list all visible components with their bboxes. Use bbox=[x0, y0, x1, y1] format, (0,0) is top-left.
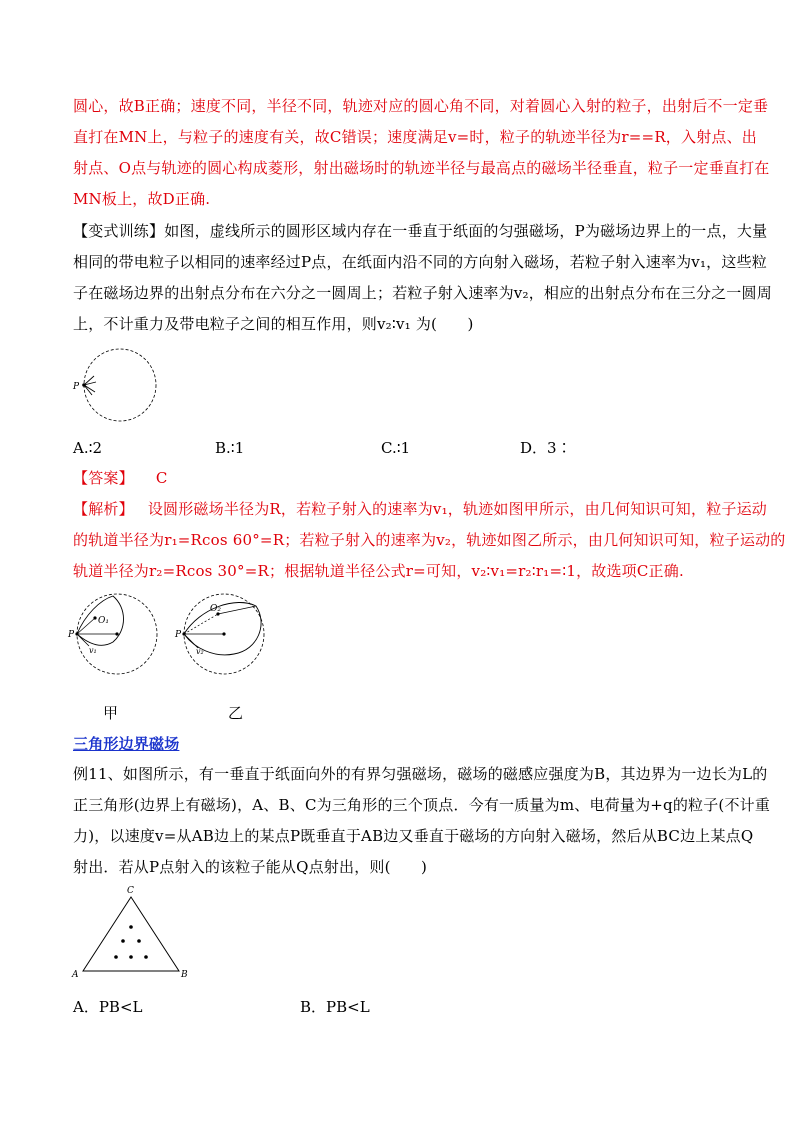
analysis-line-3: 轨道半径为r₂=Rcos 30°=R；根据轨道半径公式r=可知，v₂∶v₁=r₂∶r₁=∶1，故选项C正确. bbox=[73, 562, 684, 580]
option-b: B.∶1 bbox=[215, 439, 245, 457]
example11-line-4: 射出．若从P点射入的该粒子能从Q点射出，则( ) bbox=[73, 858, 428, 876]
particle-direction-arrows bbox=[84, 376, 96, 395]
example11-line-3: 力)，以速度v=从AB边上的某点P既垂直于AB边又垂直于磁场的方向射入磁场，然后从BC边上某点Q bbox=[73, 827, 754, 845]
caption-yi: 乙 bbox=[228, 704, 244, 722]
solution-line-2: 直打在MN上，与粒子的速度有关，故C错误；速度满足v=时，粒子的轨迹半径为r==R，入射点、出 bbox=[73, 128, 758, 146]
point-p bbox=[82, 383, 86, 387]
variant-line-3: 子在磁场边界的出射点分布在六分之一圆周上；若粒子射入速率为v₂，相应的出射点分布在三分之一圆周 bbox=[73, 284, 772, 302]
triangle-figure bbox=[70, 880, 200, 980]
analysis-line-2: 的轨道半径为r₁=Rcos 60°=R；若粒子射入的速率为v₂，轨迹如图乙所示，由几何知识可知，粒子运动的 bbox=[73, 531, 786, 549]
example11-option-b: B．PB<L bbox=[300, 998, 370, 1016]
label-o2: O₂ bbox=[210, 604, 221, 614]
example11-line-1: 例11、如图所示，有一垂直于纸面向外的有界匀强磁场，磁场的磁感应强度为B，其边界为一边长为L的 bbox=[73, 765, 768, 783]
option-a: A.∶2 bbox=[73, 439, 103, 457]
solution-line-4: MN板上，故D正确. bbox=[73, 190, 211, 208]
variant-figure bbox=[70, 340, 170, 430]
figure-yi bbox=[174, 590, 274, 680]
option-c: C.∶1 bbox=[381, 439, 411, 457]
option-d: D．3∶ bbox=[520, 439, 572, 457]
label-v1: v₁ bbox=[89, 646, 97, 655]
caption-jia: 甲 bbox=[103, 704, 119, 722]
answer-row bbox=[73, 468, 733, 488]
label-p-jia: P bbox=[68, 630, 75, 640]
label-c: C bbox=[127, 886, 134, 896]
analysis-tag: 【解析】 bbox=[73, 500, 134, 518]
section-title-link[interactable]: 三角形边界磁场 bbox=[73, 735, 180, 753]
solution-line-1: 圆心，故B正确；速度不同，半径不同，轨迹对应的圆心角不同，对着圆心入射的粒子，出射后不一定垂 bbox=[73, 97, 769, 115]
variant-line-4: 上，不计重力及带电粒子之间的相互作用，则v₂∶v₁ 为( ) bbox=[73, 315, 474, 333]
analysis-text-1: 设圆形磁场半径为R，若粒子射入的速率为v₁，轨迹如图甲所示，由几何知识可知，粒子运动 bbox=[147, 500, 767, 518]
label-p: P bbox=[73, 382, 80, 392]
magnetic-field-boundary bbox=[84, 349, 156, 421]
variant-line-1: 【变式训练】如图，虚线所示的圆形区域内存在一垂直于纸面的匀强磁场，P为磁场边界上的一点，大量 bbox=[73, 222, 768, 240]
triangle-boundary bbox=[83, 897, 179, 971]
example11-option-a: A．PB<L bbox=[73, 998, 143, 1016]
example11-line-2: 正三角形(边界上有磁场)，A、B、C为三角形的三个顶点．今有一质量为m、电荷量为+q的粒子(不计重 bbox=[73, 796, 771, 814]
solution-line-3: 射点、O点与轨迹的圆心构成菱形，射出磁场时的轨迹半径与最高点的磁场半径垂直，粒子一定垂直打在 bbox=[73, 159, 770, 177]
figure-jia bbox=[65, 590, 165, 680]
label-v2: v₂ bbox=[196, 647, 204, 656]
label-p-yi: P bbox=[175, 630, 182, 640]
answer-tag: 【答案】 bbox=[73, 469, 134, 487]
label-o1: O₁ bbox=[98, 616, 109, 626]
analysis-line-1 bbox=[73, 499, 767, 519]
label-b: B bbox=[181, 970, 188, 980]
variant-line-2: 相同的带电粒子以相同的速率经过P点，在纸面内沿不同的方向射入磁场，若粒子射入速率为v₁，这些粒 bbox=[73, 253, 767, 271]
label-a: A bbox=[72, 970, 79, 980]
field-dots bbox=[114, 925, 148, 959]
answer-value: C bbox=[155, 469, 168, 487]
